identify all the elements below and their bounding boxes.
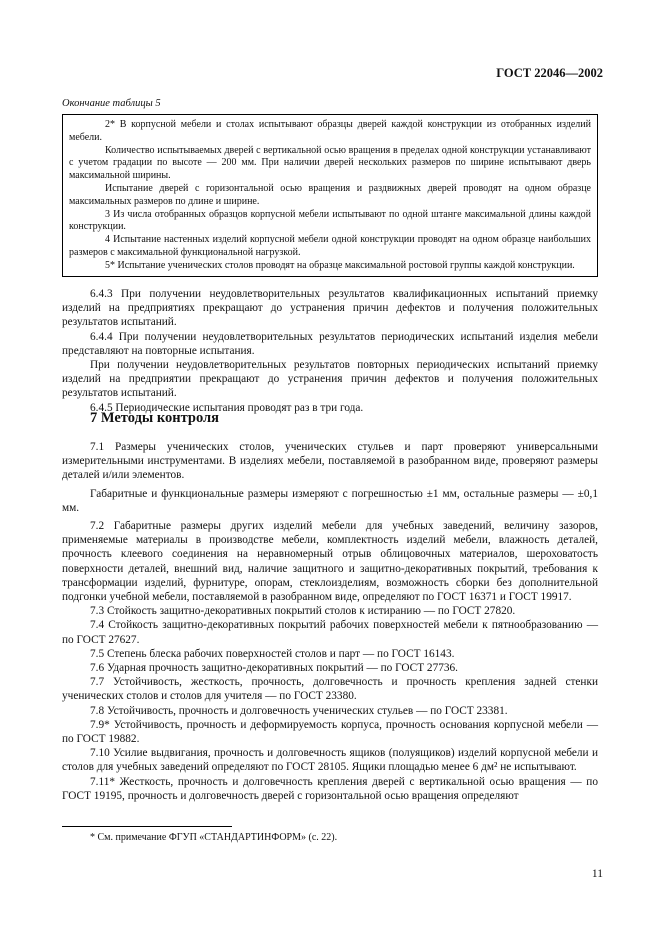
section-title: 7 Методы контроля — [90, 410, 220, 426]
paragraph: 7.1 Размеры ученических столов, ученических стульев и парт проверяют универсальными измерительными инструментами. В изделиях мебели, поставляемой в разобранном виде, проверяют размеры деталей и/или элементов. — [62, 441, 598, 482]
paragraph: 7.9* Устойчивость, прочность и деформируемость корпуса, прочность основания корпусной мебели — по ГОСТ 19882. — [62, 718, 598, 746]
table-notes-box — [62, 114, 598, 277]
page-number: 11 — [591, 868, 603, 880]
table-note: 4 Испытание настенных изделий корпусной мебели одной конструкции проводят на одном образце наибольших размеров с максимальной функциональной нагрузкой. — [69, 234, 591, 258]
table-note: Количество испытываемых дверей с вертикальной осью вращения в пределах одной конструкции устанавливают с учетом градации по высоте — 200 мм. При наличии дверей нескольких размеров по ширине испытывают дверь максимальной ширины. — [69, 144, 591, 182]
paragraph: 7.8 Устойчивость, прочность и долговечность ученических стульев — по ГОСТ 23381. — [90, 704, 508, 717]
paragraph: 7.10 Усилие выдвигания, прочность и долговечность ящиков (полуящиков) изделий корпусной мебели и столов для учебных заведений определяют по ГОСТ 28105. Ящики площадью менее 6 дм² не испытывают. — [62, 747, 598, 774]
paragraph: 7.3 Стойкость защитно-декоративных покрытий столов к истиранию — по ГОСТ 27820. — [90, 605, 516, 618]
paragraph: При получении неудовлетворительных результатов повторных периодических испытаний приемку изделий на предприятии прекращают до устранения причин дефектов и получения положительных результатов испытаний. — [62, 359, 598, 400]
paragraph: 7.5 Степень блеска рабочих поверхностей столов и парт — по ГОСТ 16143. — [90, 647, 455, 660]
table-note: 2* В корпусной мебели и столах испытывают образцы дверей каждой конструкции из отобранных изделий мебели. — [69, 119, 591, 143]
clause-6-4-text — [62, 287, 598, 415]
section-7-text — [62, 440, 598, 803]
paragraph: 7.6 Ударная прочность защитно-декоративных покрытий — по ГОСТ 27736. — [90, 662, 459, 675]
paragraph: 6.4.4 При получении неудовлетворительных результатов периодических испытаний изделия мебели представляют на повторные испытания. — [62, 330, 598, 357]
table-note: 3 Из числа отобранных образцов корпусной мебели испытывают по одной штанге максимальной длины каждой конструкции. — [69, 208, 591, 233]
paragraph: Габаритные и функциональные размеры измеряют с погрешностью ±1 мм, остальные размеры — ±0,1 мм. — [62, 487, 598, 514]
document-header: ГОСТ 22046—2002 — [496, 66, 603, 80]
paragraph: 7.11* Жесткость, прочность и долговечность крепления дверей с вертикальной осью вращения — по ГОСТ 19195, прочность и долговечность дверей с горизонтальной осью вращения определяют — [62, 775, 598, 802]
table-note: 5* Испытание ученических столов проводят на образце максимальной ростовой группы каждой конструкции. — [105, 259, 575, 271]
paragraph: 6.4.5 Периодические испытания проводят раз в три года. — [90, 401, 364, 414]
footnote: * См. примечание ФГУП «СТАНДАРТИНФОРМ» (с. 22). — [90, 832, 338, 843]
table-note: Испытание дверей с горизонтальной осью вращения и раздвижных дверей проводят на одном образце максимальных размеров по длине и ширине. — [69, 182, 591, 207]
table-continuation-label: Окончание таблицы 5 — [62, 98, 161, 109]
paragraph: 6.4.3 При получении неудовлетворительных результатов квалификационных испытаний приемку изделий на предприятиях прекращают до устранения причин дефектов и получения положительных результатов испытаний. — [62, 288, 598, 329]
paragraph: 7.2 Габаритные размеры других изделий мебели для учебных заведений, величину зазоров, применяемые материалы в производстве мебели, комплектность изделий мебели, влажность деталей, прочность клеевого соединения на неравномерный отрыв облицовочных материалов, шероховатость поверхности деталей, внешний вид, наличие защитного и защитно-декоративных покрытий, требования к трансформации изделий, фурнитуре, опорам, стеклоизделиям, возможность сборки без дополнительной подгонки учебной мебели, поставляемой в разобранном виде, определяют по ГОСТ 16371 и ГОСТ 19917. — [62, 520, 598, 604]
paragraph: 7.7 Устойчивость, жесткость, прочность, долговечность и прочность крепления задней стенки ученических столов и столов для учителя — по ГОСТ 23380. — [62, 676, 598, 703]
paragraph: 7.4 Стойкость защитно-декоративных покрытий рабочих поверхностей мебели к пятнообразованию — по ГОСТ 27627. — [62, 619, 598, 646]
footnote-divider — [62, 826, 232, 827]
